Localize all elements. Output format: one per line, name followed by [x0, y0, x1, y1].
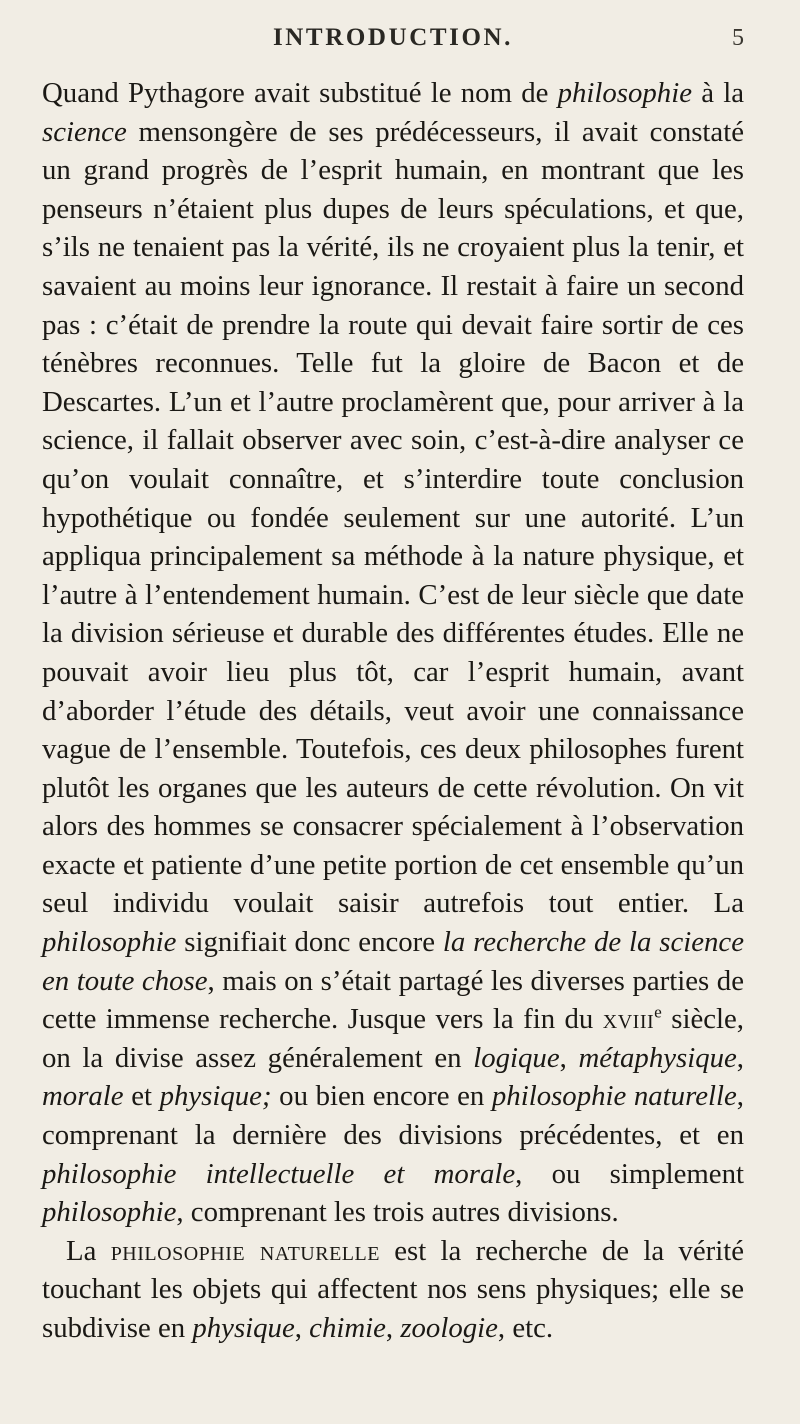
- body-span: , mais on s’était partagé les diverses parties de cette immense recherche. Jusque vers la fin du: [42, 964, 744, 1036]
- body-span: ,: [294, 1312, 310, 1344]
- italic-text: philosophie: [557, 77, 692, 109]
- body-span: La: [66, 1234, 111, 1267]
- paragraph-1: [42, 74, 744, 1232]
- italic-text: philosophie naturelle: [491, 1080, 737, 1113]
- small-caps-text: philosophie naturelle: [110, 1234, 380, 1267]
- italic-text: philosophie intellectuelle et morale: [42, 1157, 516, 1190]
- body-span: ,: [385, 1312, 401, 1344]
- italic-text: logique: [473, 1041, 560, 1074]
- italic-text: chimie: [309, 1312, 386, 1344]
- body-span: ,: [736, 1041, 744, 1074]
- body-span: signifiait donc encore: [176, 926, 443, 959]
- body-span: siècle, on la divise assez généralement en: [42, 1003, 744, 1074]
- paragraph-2: [42, 1232, 744, 1348]
- body-span: est la recherche de la vérité touchant les objets qui affectent nos sens physiques; elle se subdivise en: [42, 1234, 744, 1344]
- italic-text: philosophie: [42, 926, 177, 959]
- italic-text: morale: [42, 1080, 124, 1113]
- superscript-text: e: [654, 1002, 662, 1022]
- body-span: mensongère de ses prédécesseurs, il avait constaté un grand progrès de l’esprit humain, en montrant que les penseurs n’étaient plus dupes de leurs spéculations, et que, s’ils ne tenaient pas la vérité, ils ne croyaient plus la tenir, et savaient au moins leur ignorance. Il restait à faire un second pas : c’était de prendre la route qui devait faire sortir de ces ténèbres reconnues. Telle fut la gloire de Bacon et de Descartes. L’un et l’autre proclamèrent que, pour arriver à la science, il fallait observer avec soin, c’est-à-dire analyser ce qu’on voulait connaître, et s’interdire toute conclusion hypothétique ou fondée seulement sur une autorité. L’un appliqua principalement sa méthode à la nature physique, et l’autre à l’entendement humain. C’est de leur siècle que date la division sérieuse et durable des différentes études. Elle ne pouvait avoir lieu plus tôt, car l’esprit humain, avant d’aborder l’étude des détails, veut avoir une connaissance vague de l’ensemble. Toutefois, ces deux philosophes furent plutôt les organes que les auteurs de cette révolution. On vit alors des hommes se consacrer spécialement à l’observation exacte et patiente d’une petite portion de cet ensemble qu’un seul individu voulait saisir autrefois tout entier. La: [42, 115, 744, 920]
- running-title: INTRODUCTION.: [272, 24, 514, 51]
- italic-text: physique: [192, 1312, 295, 1344]
- body-span: , comprenant les trois autres divisions.: [176, 1196, 619, 1229]
- small-caps-text: xviii: [602, 1003, 655, 1036]
- body-span: , ou simplement: [515, 1157, 744, 1190]
- italic-text: zoologie: [400, 1312, 498, 1344]
- body-span: et: [123, 1080, 160, 1113]
- italic-text: philosophie: [42, 1196, 177, 1229]
- italic-text: métaphysique: [578, 1041, 737, 1074]
- body-span: ,: [559, 1041, 579, 1074]
- italic-text: la recherche de la science en toute chose: [42, 926, 744, 997]
- running-head: [42, 0, 744, 52]
- body-span: ou bien encore en: [271, 1080, 492, 1113]
- body-span: , comprenant la dernière des divisions précédentes, et en: [42, 1080, 744, 1152]
- italic-text: science: [42, 115, 127, 148]
- body-span: à la: [691, 77, 744, 109]
- italic-text: physique;: [159, 1080, 272, 1113]
- body-span: , etc.: [497, 1312, 554, 1344]
- body-text: [42, 74, 744, 1348]
- page-number: 5: [732, 25, 744, 51]
- body-span: Quand Pythagore avait substitué le nom de: [42, 77, 558, 109]
